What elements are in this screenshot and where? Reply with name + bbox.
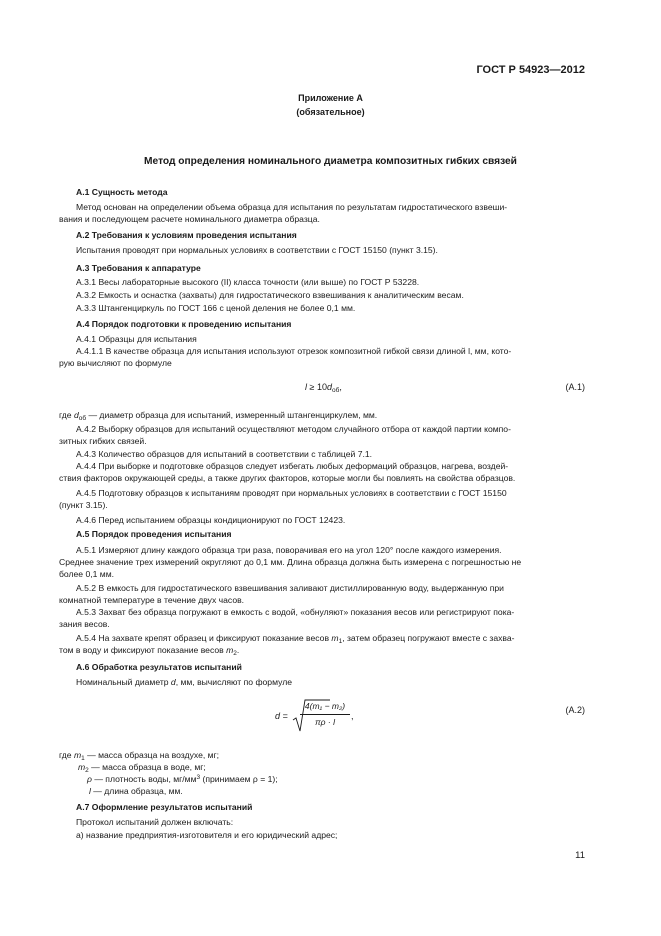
section-heading-a7: А.7 Оформление результатов испытаний bbox=[76, 802, 253, 812]
formula-lhs: d = bbox=[275, 711, 288, 721]
formula-number-a1: (А.1) bbox=[565, 382, 585, 392]
paragraph-line: А.4.1.1 В качестве образца для испытания используют отрезок композитной гибкой связи длиной l, мм, кото- bbox=[76, 346, 512, 356]
section-heading-a2: А.2 Требования к условиям проведения испытания bbox=[76, 230, 297, 240]
text: где bbox=[59, 750, 74, 760]
paragraph-line: А.4.1 Образцы для испытания bbox=[76, 334, 197, 344]
symbol: d bbox=[73, 410, 79, 420]
formula-a1 bbox=[305, 382, 342, 392]
where-line bbox=[59, 749, 219, 761]
text: — длина образца, мм. bbox=[90, 786, 183, 796]
appendix-title: Приложение А bbox=[298, 93, 363, 103]
section-heading-a3: А.3 Требования к аппаратуре bbox=[76, 263, 201, 273]
where-line bbox=[59, 409, 377, 421]
paragraph-line bbox=[59, 644, 239, 656]
paragraph-line: А.4.3 Количество образцов для испытаний в соответствии с таблицей 7.1. bbox=[76, 449, 373, 459]
symbol: m bbox=[226, 645, 234, 655]
paragraph-line: А.4.4 При выборке и подготовке образцов следует избегать любых деформаций образцов, нагрева, воздей- bbox=[76, 461, 509, 471]
text: (принимаем ρ = 1); bbox=[200, 774, 278, 784]
paragraph-line: вания и последующем расчете номинального диаметра образца. bbox=[59, 214, 320, 224]
text: — плотность воды, мг/мм bbox=[91, 774, 197, 784]
document-number: ГОСТ Р 54923—2012 bbox=[476, 64, 585, 76]
symbol: m bbox=[73, 750, 82, 760]
paragraph-line: зания весов. bbox=[59, 619, 110, 629]
text: , мм, вычисляют по формуле bbox=[175, 677, 292, 687]
formula-denominator: πρ · l bbox=[314, 717, 335, 727]
where-line bbox=[89, 785, 183, 797]
subscript: 2 bbox=[233, 650, 237, 657]
paragraph-line: Протокол испытаний должен включать: bbox=[76, 817, 234, 827]
formula-symbol: l bbox=[305, 382, 307, 392]
paragraph-line: (пункт 3.15). bbox=[59, 500, 108, 510]
paragraph-line: А.3.3 Штангенциркуль по ГОСТ 166 с ценой деления не более 0,1 мм. bbox=[76, 303, 356, 313]
subscript: 1 bbox=[338, 638, 343, 645]
paragraph-line: ствия факторов окружающей среды, а также других факторов, которые могли бы повлиять на свойства образцов. bbox=[59, 473, 516, 483]
paragraph-line: А.5.3 Захват без образца погружают в емкость с водой, «обнуляют» показания весов или регистрируют пока- bbox=[76, 607, 515, 617]
section-heading-a6: А.6 Обработка результатов испытаний bbox=[76, 662, 242, 672]
text: , затем образец погружают вместе с захва- bbox=[342, 633, 515, 643]
subscript: об bbox=[78, 415, 87, 422]
symbol: d bbox=[170, 677, 176, 687]
superscript: 3 bbox=[196, 774, 201, 781]
formula-subscript: об bbox=[331, 387, 340, 394]
paragraph-line: А.3.2 Емкость и оснастка (захваты) для гидростатического взвешивания к аналитическим весам. bbox=[76, 290, 464, 300]
fraction-bar bbox=[300, 714, 350, 715]
formula-number-a2: (А.2) bbox=[565, 705, 585, 715]
paragraph-line: комнатной температуре в течение двух часов. bbox=[59, 595, 245, 605]
symbol: m bbox=[331, 633, 339, 643]
paragraph-line: а) название предприятия-изготовителя и его юридический адрес; bbox=[76, 830, 338, 840]
page-number: 11 bbox=[575, 850, 585, 861]
text: А.5.4 На захвате крепят образец и фиксируют показание весов bbox=[76, 633, 332, 643]
formula-text: , bbox=[351, 711, 354, 721]
paragraph-line: А.5.1 Измеряют длину каждого образца три раза, поворачивая его на угол 120° после каждого измерения. bbox=[76, 545, 502, 555]
formula-numerator: 4(m₁ − m₂) bbox=[304, 701, 346, 711]
paragraph-line: А.3.1 Весы лабораторные высокого (II) класса точности (или выше) по ГОСТ Р 53228. bbox=[76, 277, 420, 287]
paragraph-line: рую вычисляют по формуле bbox=[59, 358, 172, 368]
paragraph-line: Метод основан на определении объема образца для испытания по результатам гидростатического взвеши- bbox=[76, 202, 508, 212]
subscript: 1 bbox=[81, 755, 85, 762]
text: где bbox=[59, 410, 74, 420]
section-heading-a5: А.5 Порядок проведения испытания bbox=[76, 529, 232, 539]
formula-symbol: d bbox=[326, 382, 332, 392]
symbol: m bbox=[78, 762, 86, 772]
appendix-status: (обязательное) bbox=[296, 107, 365, 117]
text: Номинальный диаметр bbox=[76, 677, 171, 687]
text: — масса образца на воздухе, мг; bbox=[84, 750, 220, 760]
formula-text: , bbox=[339, 382, 342, 392]
paragraph-line: А.5.2 В емкость для гидростатического взвешивания заливают дистиллированную воду, выдержанную при bbox=[76, 583, 504, 593]
formula-text: ≥ 10 bbox=[307, 382, 327, 392]
paragraph-line: более 0,1 мм. bbox=[59, 569, 115, 579]
paragraph-line bbox=[76, 676, 292, 688]
text: . bbox=[236, 645, 240, 655]
paragraph-line: А.4.2 Выборку образцов для испытаний осуществляют методом случайного отбора от каждой партии компо- bbox=[76, 424, 511, 434]
symbol: ρ bbox=[87, 774, 92, 784]
paragraph-line: Среднее значение трех измерений округляют до 0,1 мм. Длина образца должна быть измерена с погрешностью не bbox=[59, 557, 522, 567]
paragraph-line: зитных гибких связей. bbox=[59, 436, 147, 446]
where-line bbox=[78, 761, 206, 773]
text: — масса образца в воде, мг; bbox=[88, 762, 206, 772]
subscript: 2 bbox=[85, 767, 89, 774]
where-line bbox=[87, 773, 278, 785]
paragraph-line: А.4.5 Подготовку образцов к испытаниям проводят при нормальных условиях в соответствии с ГОСТ 15150 bbox=[76, 488, 507, 498]
section-heading-a1: А.1 Сущность метода bbox=[76, 187, 168, 197]
paragraph-line: А.4.6 Перед испытанием образцы кондиционируют по ГОСТ 12423. bbox=[76, 515, 346, 525]
text: — диаметр образца для испытаний, измеренный штангенциркулем, мм. bbox=[86, 410, 378, 420]
paragraph-line bbox=[76, 632, 515, 644]
section-heading-a4: А.4 Порядок подготовки к проведению испытания bbox=[76, 319, 292, 329]
symbol: l bbox=[89, 786, 91, 796]
text: том в воду и фиксируют показание весов bbox=[59, 645, 227, 655]
document-title: Метод определения номинального диаметра композитных гибких связей bbox=[144, 156, 517, 167]
paragraph-line: Испытания проводят при нормальных условиях в соответствии с ГОСТ 15150 (пункт 3.15). bbox=[76, 245, 438, 255]
